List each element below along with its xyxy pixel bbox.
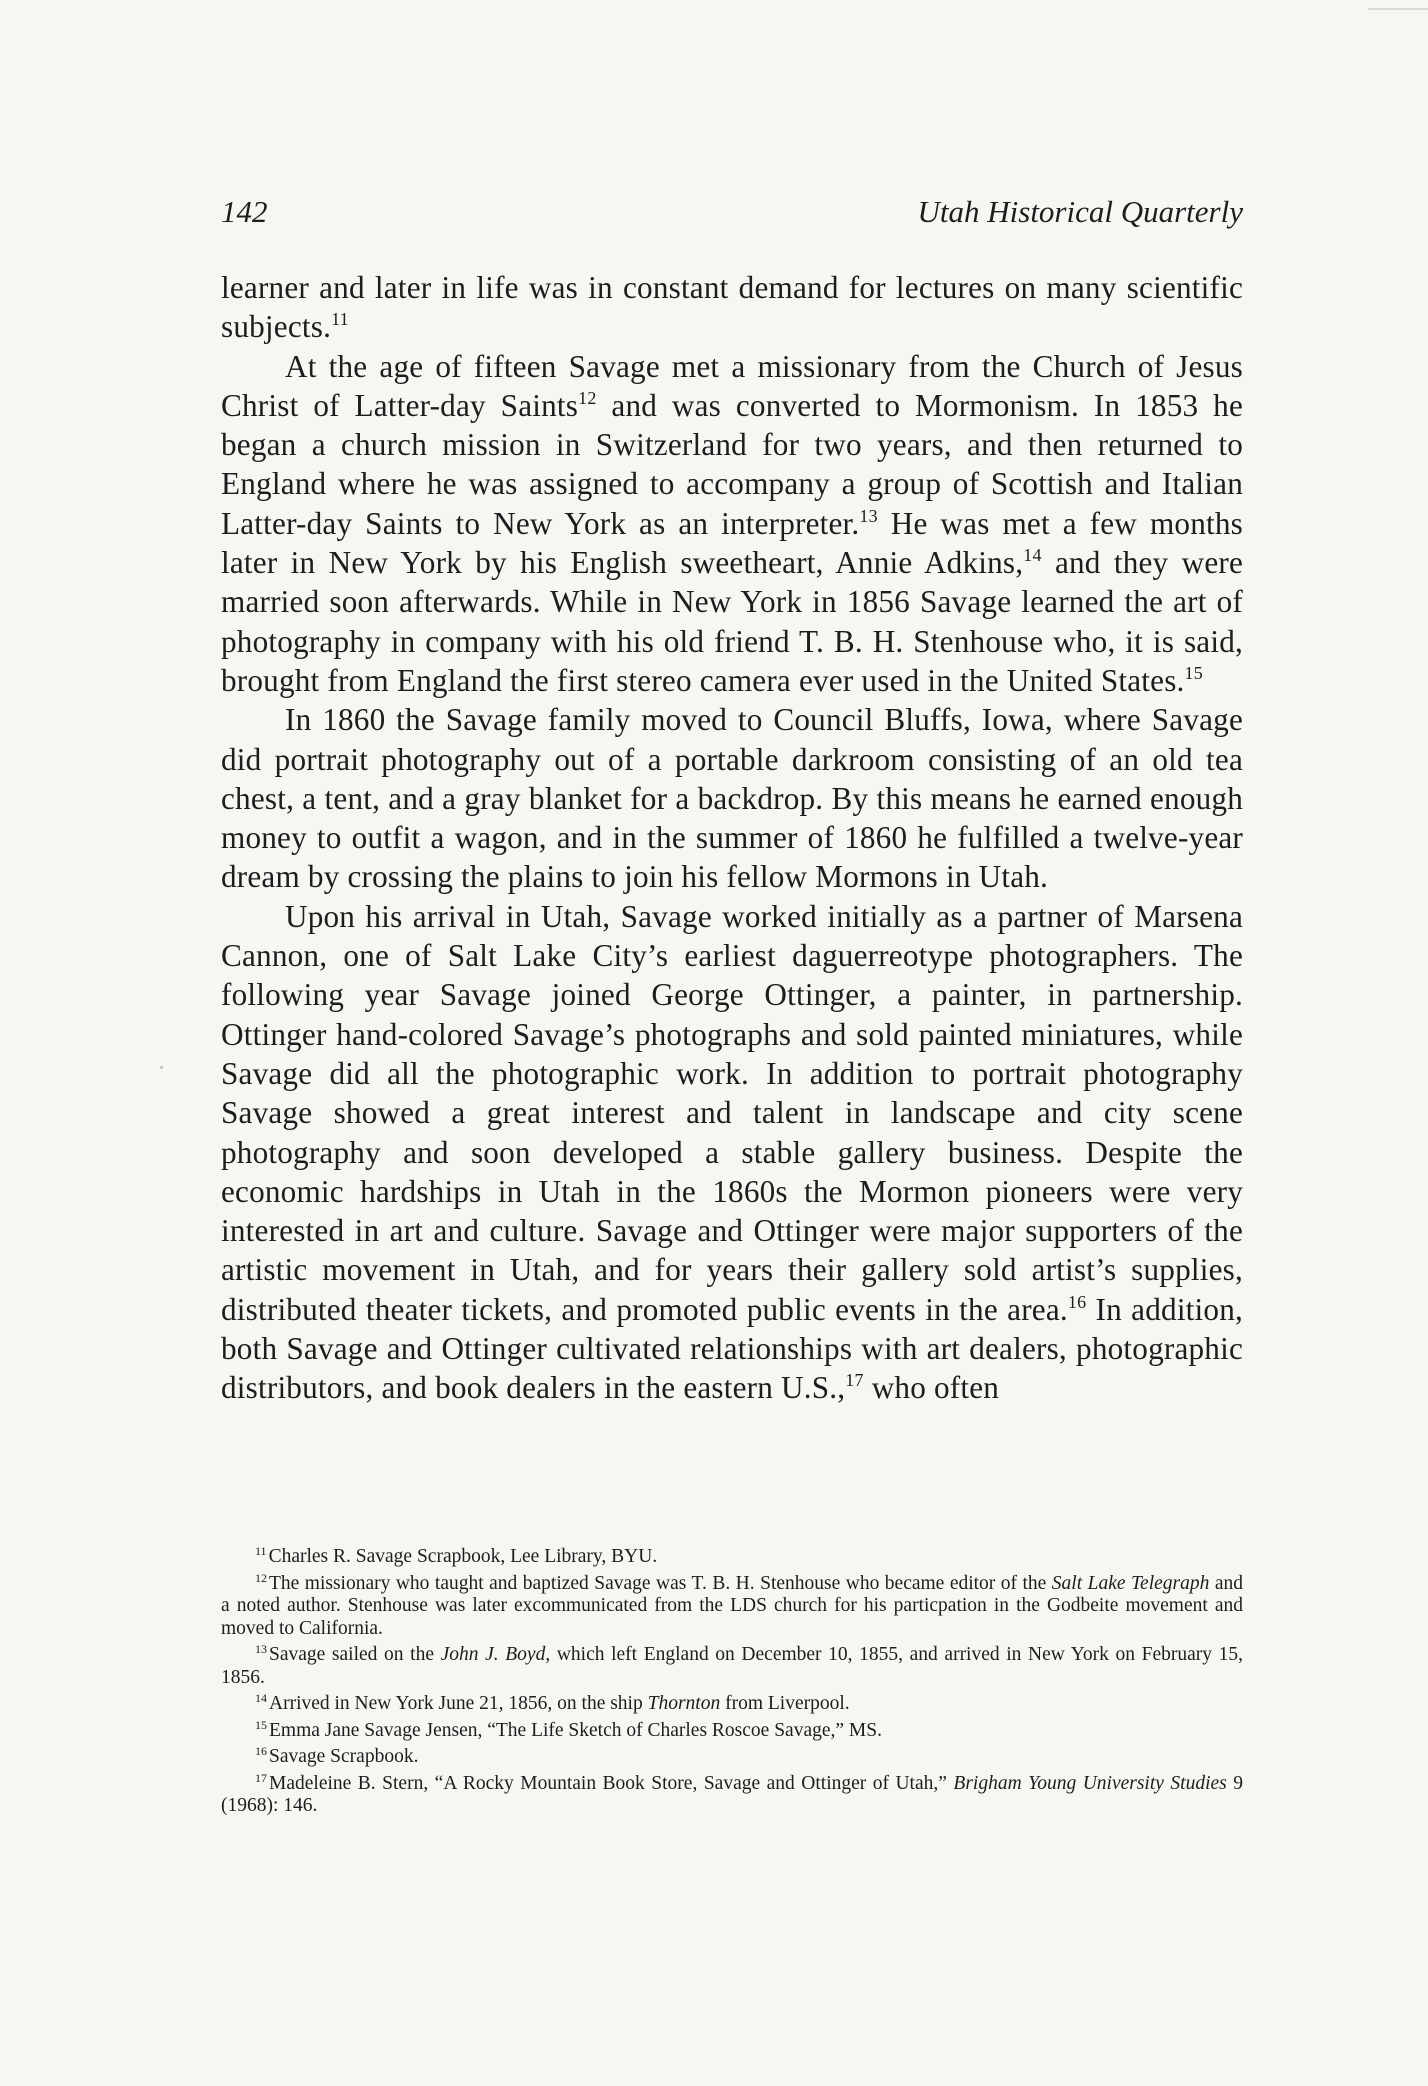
footnote-text: and a noted author. Stenhouse was later excommunicated from the LDS church for his particpation in the Godbeite movement and moved to California. — [221, 1572, 1243, 1639]
paragraph-text: In 1860 the Savage family moved to Council Bluffs, Iowa, where Savage did portrait photography out of a portable darkroom consisting of an old tea chest, a tent, and a gray blanket for a backdrop. By this means he earned enough money to outfit a wagon, and in the summer of 1860 he fulfilled a twelve-year dream by crossing the plains to join his fellow Mormons in Utah. — [221, 702, 1243, 895]
footnote-ref-13: 13 — [859, 505, 878, 526]
footnote-ref-16: 16 — [1067, 1291, 1087, 1312]
footnote-text: Emma Jane Savage Jensen, “The Life Sketch of Charles Roscoe Savage,” MS. — [269, 1719, 882, 1741]
paragraph-text: Upon his arrival in Utah, Savage worked initially as a partner of Marsena Cannon, one of Salt Lake City’s earliest daguerreotype photographers. The following year Savage joined George Ottinger, a painter, in partnership. Ottinger hand-colored Savage’s photographs and sold painted miniatures, while Savage did all the photographic work. In addition to portrait photography Savage showed a great interest and talent in landscape and city scene photography and soon developed a stable gallery business. Despite the economic hardships in Utah in the 1860s the Mormon pioneers were very interested in art and culture. Savage and Ottinger were major supporters of the artistic movement in Utah, and for years their gallery sold artist’s supplies, distributed theater tickets, and promoted public events in the area. — [221, 898, 1243, 1327]
footnote-ref-11: 11 — [331, 309, 349, 330]
footnote-17 — [221, 1770, 1243, 1818]
footnote-ref-12: 12 — [578, 387, 597, 408]
footnote-14 — [221, 1693, 1243, 1716]
footnote-number: 15 — [255, 1717, 267, 1732]
footnote-text: Charles R. Savage Scrapbook, Lee Library, BYU. — [268, 1546, 658, 1567]
footnote-italic-text: Salt Lake Telegraph — [1051, 1572, 1210, 1594]
paragraph-2 — [221, 347, 1243, 701]
article-body — [221, 268, 1243, 1408]
scan-speck — [160, 1066, 163, 1069]
footnote-text: Madeleine B. Stern, “A Rocky Mountain Book Store, Savage and Ottinger of Utah,” — [269, 1772, 954, 1794]
footnote-ref-15: 15 — [1184, 662, 1203, 683]
footnote-text: which left England on December 10, 1855, and arrived in New York on February 15, 1856. — [221, 1644, 1243, 1688]
footnote-number: 11 — [255, 1544, 267, 1558]
footnote-number: 17 — [255, 1770, 267, 1785]
paragraph-text: who often — [863, 1370, 1000, 1406]
paragraph-text: and they were married soon afterwards. While in New York in 1856 Savage learned the art of photography in company with his old friend T. B. H. Stenhouse who, it is said, brought from England the first stereo camera ever used in the United States. — [221, 545, 1243, 698]
footnote-text: Savage sailed on the — [269, 1644, 441, 1665]
footnote-text: Savage Scrapbook. — [269, 1746, 419, 1767]
footnote-number: 13 — [255, 1642, 267, 1656]
footnote-15 — [221, 1717, 1243, 1743]
footnote-number: 12 — [255, 1570, 267, 1585]
footnote-ref-17: 17 — [845, 1370, 864, 1391]
scan-edge-mark — [1368, 8, 1428, 10]
paragraph-text: learner and later in life was in constant demand for lectures on many scientific subjects. — [221, 270, 1243, 345]
footnote-11 — [221, 1546, 1243, 1569]
journal-title: Utah Historical Quarterly — [917, 194, 1243, 229]
paragraph-4 — [221, 897, 1243, 1408]
paragraph-3 — [221, 700, 1243, 896]
paragraph-text: He was met a few months later in New York by his English sweetheart, Annie Adkins, — [221, 505, 1243, 581]
footnotes — [221, 1546, 1243, 1822]
footnote-12 — [221, 1570, 1243, 1641]
footnote-13 — [221, 1644, 1243, 1689]
paragraph-text: At the age of fifteen Savage met a missionary from the Church of Jesus Christ of Latter-day Saints — [221, 348, 1243, 423]
footnote-text: Arrived in New York June 21, 1856, on the ship — [269, 1693, 648, 1714]
footnote-ref-14: 14 — [1023, 545, 1042, 566]
paragraph-text: and was converted to Mormonism. In 1853 he began a church mission in Switzerland for two years, and then returned to England where he was assigned to accompany a group of Scottish and Italian Latter-day Saints to New York as an interpreter. — [221, 387, 1243, 541]
footnote-italic-text: Brigham Young University Studies — [953, 1772, 1227, 1794]
footnote-italic-text: John J. Boyd, — [440, 1644, 551, 1665]
footnote-number: 16 — [255, 1744, 267, 1758]
page-number: 142 — [221, 194, 268, 229]
footnote-text: The missionary who taught and baptized Savage was T. B. H. Stenhouse who became editor of the — [269, 1572, 1052, 1594]
paragraph-1 — [221, 268, 1243, 347]
running-head — [221, 192, 1243, 232]
footnote-italic-text: Thornton — [647, 1693, 721, 1714]
footnote-text: from Liverpool. — [720, 1693, 850, 1714]
footnote-text: 9 (1968): 146. — [221, 1772, 1243, 1816]
paragraph-text: In addition, both Savage and Ottinger cultivated relationships with art dealers, photographic distributors, and book dealers in the eastern U.S., — [221, 1291, 1243, 1406]
footnote-16 — [221, 1746, 1243, 1769]
footnote-number: 14 — [255, 1691, 267, 1705]
